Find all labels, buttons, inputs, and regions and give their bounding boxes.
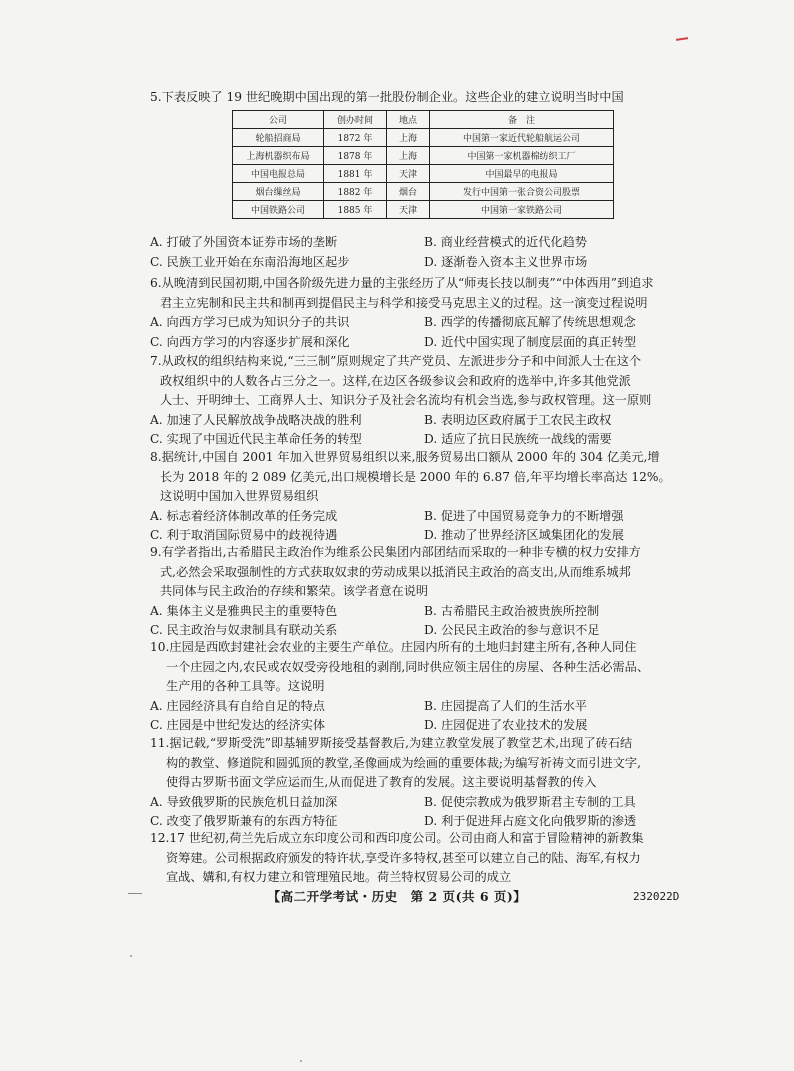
- table-cell: 上海: [387, 129, 430, 147]
- scan-speck: [130, 955, 132, 957]
- table-row: [233, 165, 614, 183]
- question-10: [150, 638, 660, 736]
- table-header-row: [233, 111, 614, 129]
- table-header-cell: 创办时间: [324, 111, 387, 129]
- option-a[interactable]: A. 加速了人民解放战争战略决战的胜利: [150, 412, 362, 427]
- question-11: [150, 734, 660, 832]
- option-c[interactable]: C. 实现了中国近代民主革命任务的转型: [150, 432, 362, 447]
- question-5: [150, 88, 660, 108]
- table-cell: 中国第一家铁路公司: [430, 201, 614, 219]
- option-d[interactable]: D. 推动了世界经济区域集团化的发展: [424, 528, 624, 543]
- option-b[interactable]: B. 促使宗教成为俄罗斯君主专制的工具: [424, 794, 636, 809]
- question-12-stem-line: 宣战、媾和,有权力建立和管理殖民地。荷兰特权贸易公司的成立: [166, 870, 512, 885]
- question-5-stem: 5.下表反映了 19 世纪晚期中国出现的第一批股份制企业。这些企业的建立说明当时中国: [150, 90, 624, 104]
- table-cell: 上海机器织布局: [233, 147, 324, 165]
- table-cell: 中国电报总局: [233, 165, 324, 183]
- question-7: [150, 352, 660, 450]
- table-cell: 天津: [387, 165, 430, 183]
- table-cell: 1882 年: [324, 183, 387, 201]
- question-12-stem-line: 资筹建。公司根据政府颁发的特许状,享受许多特权,甚至可以建立自己的陆、海军,有权力: [166, 850, 641, 865]
- option-c[interactable]: C. 改变了俄罗斯兼有的东西方特征: [150, 814, 338, 829]
- table-cell: 中国最早的电报局: [430, 165, 614, 183]
- table-header-cell: 备 注: [430, 111, 614, 129]
- question-7-stem-line: 政权组织中的人数各占三分之一。这样,在边区各级参议会和政府的选举中,许多其他党派: [160, 373, 631, 388]
- option-b[interactable]: B. 西学的传播彻底瓦解了传统思想观念: [424, 315, 636, 330]
- option-c[interactable]: C. 民主政治与奴隶制具有联动关系: [150, 623, 338, 638]
- question-10-stem-line: 一个庄园之内,农民或农奴受旁役地租的剥削,同时供应领主居住的房屋、各种生活必需品、: [166, 659, 650, 674]
- option-d[interactable]: D. 适应了抗日民族统一战线的需要: [424, 432, 612, 447]
- option-b[interactable]: B. 庄园提高了人们的生活水平: [424, 698, 587, 713]
- option-d[interactable]: D. 利于促进拜占庭文化向俄罗斯的渗透: [424, 814, 637, 829]
- question-10-stem-line: 10.庄园是西欧封建社会农业的主要生产单位。庄园内所有的土地归封建主所有,各种人同住: [150, 640, 637, 654]
- question-7-stem-line: 人士、开明绅士、工商界人士、知识分子及社会名流均有机会当选,参与政权管理。这一原则: [160, 393, 652, 408]
- table-row: [233, 201, 614, 219]
- question-7-stem-line: 7.从政权的组织结构来说,“三三制”原则规定了共产党员、左派进步分子和中间派人士在这个: [150, 354, 642, 368]
- table-row: [233, 183, 614, 201]
- table-row: [233, 129, 614, 147]
- question-11-stem-line: 11.据记载,“罗斯受洗”即基辅罗斯接受基督教后,为建立教堂发展了教堂艺术,出现了砖石结: [150, 736, 633, 750]
- question-10-stem-line: 生产用的各种工具等。这说明: [166, 679, 325, 694]
- option-a[interactable]: A. 导致俄罗斯的民族危机日益加深: [150, 794, 338, 809]
- option-c[interactable]: C. 利于取消国际贸易中的歧视待遇: [150, 528, 338, 543]
- table-row: [233, 147, 614, 165]
- option-d[interactable]: D. 近代中国实现了制度层面的真正转型: [424, 334, 637, 349]
- question-6: [150, 274, 660, 352]
- table-cell: 轮船招商局: [233, 129, 324, 147]
- table-cell: 1872 年: [324, 129, 387, 147]
- option-d[interactable]: D. 公民民主政治的参与意识不足: [424, 623, 600, 638]
- option-a[interactable]: A. 标志着经济体制改革的任务完成: [150, 508, 338, 523]
- table-cell: 发行中国第一张合资公司股票: [430, 183, 614, 201]
- option-a[interactable]: A. 集体主义是雅典民主的重要特色: [150, 603, 338, 618]
- question-9-stem-line: 式,必然会采取强制性的方式获取奴隶的劳动成果以抵消民主政治的高支出,从而维系城邦: [160, 564, 631, 579]
- question-6-stem-line: 君主立宪制和民主共和制再到提倡民主与科学和接受马克思主义的过程。这一演变过程说明: [160, 295, 648, 310]
- option-a[interactable]: A. 打破了外国资本证券市场的垄断: [150, 235, 338, 249]
- question-8-stem-line: 长为 2018 年的 2 089 亿美元,出口规模增长是 2000 年的 6.87 倍,年平均增长率高达 12%。: [160, 469, 671, 484]
- table-cell: 1881 年: [324, 165, 387, 183]
- option-b[interactable]: B. 表明边区政府属于工农民主政权: [424, 412, 612, 427]
- option-b[interactable]: B. 商业经营模式的近代化趋势: [424, 235, 587, 249]
- table-cell: 上海: [387, 147, 430, 165]
- option-a[interactable]: A. 庄园经济具有自给自足的特点: [150, 698, 325, 713]
- option-c[interactable]: C. 庄园是中世纪发达的经济实体: [150, 718, 326, 733]
- table-cell: 烟台: [387, 183, 430, 201]
- option-b[interactable]: B. 古希腊民主政治被贵族所控制: [424, 603, 600, 618]
- table-cell: 中国铁路公司: [233, 201, 324, 219]
- table-cell: 1885 年: [324, 201, 387, 219]
- page-footer: 【高二开学考试・历史 第 2 页(共 6 页)】: [267, 889, 527, 904]
- question-9-stem-line: 9.有学者指出,古希腊民主政治作为维系公民集团内部团结而采取的一种非专横的权力安排方: [150, 545, 641, 559]
- question-5-options: [150, 233, 660, 272]
- question-6-stem-line: 6.从晚清到民国初期,中国各阶级先进力量的主张经历了从“师夷长技以制夷”“中体西用”到追求: [150, 276, 654, 290]
- question-9: [150, 543, 660, 641]
- option-c[interactable]: C. 民族工业开始在东南沿海地区起步: [150, 254, 350, 269]
- option-d[interactable]: D. 庄园促进了农业技术的发展: [424, 718, 588, 733]
- table-cell: 天津: [387, 201, 430, 219]
- exam-code: 232022D: [633, 890, 680, 903]
- table-header-cell: 地点: [387, 111, 430, 129]
- question-9-stem-line: 共同体与民主政治的存续和繁荣。该学者意在说明: [160, 584, 429, 599]
- table-cell: 1878 年: [324, 147, 387, 165]
- option-c[interactable]: C. 向西方学习的内容逐步扩展和深化: [150, 334, 350, 349]
- question-12-stem-line: 12.17 世纪初,荷兰先后成立东印度公司和西印度公司。公司由商人和富于冒险精神的新教集: [150, 831, 644, 845]
- option-a[interactable]: A. 向西方学习已成为知识分子的共识: [150, 315, 350, 330]
- red-pen-mark: [676, 37, 688, 41]
- table-cell: 中国第一家近代轮船航运公司: [430, 129, 614, 147]
- table-header-cell: 公司: [233, 111, 324, 129]
- question-11-stem-line: 使得古罗斯书面文学应运而生,从而促进了教育的发展。这主要说明基督教的传入: [166, 775, 597, 790]
- question-8: [150, 448, 671, 546]
- table-cell: 中国第一家机器棉纺织工厂: [430, 147, 614, 165]
- question-11-stem-line: 构的教堂、修道院和圆弧顶的教堂,圣像画成为绘画的重要体裁;为编写祈祷文而引进文字,: [166, 755, 641, 770]
- enterprise-table: [232, 110, 614, 219]
- option-d[interactable]: D. 逐渐卷入资本主义世界市场: [424, 254, 588, 269]
- table-cell: 烟台缫丝局: [233, 183, 324, 201]
- question-8-stem-line: 8.据统计,中国自 2001 年加入世界贸易组织以来,服务贸易出口额从 2000 年的 304 亿美元,增: [150, 450, 660, 464]
- option-b[interactable]: B. 促进了中国贸易竞争力的不断增强: [424, 508, 624, 523]
- question-8-stem-line: 这说明中国加入世界贸易组织: [160, 489, 319, 504]
- question-12: [150, 829, 660, 888]
- scan-speck: [300, 1060, 302, 1062]
